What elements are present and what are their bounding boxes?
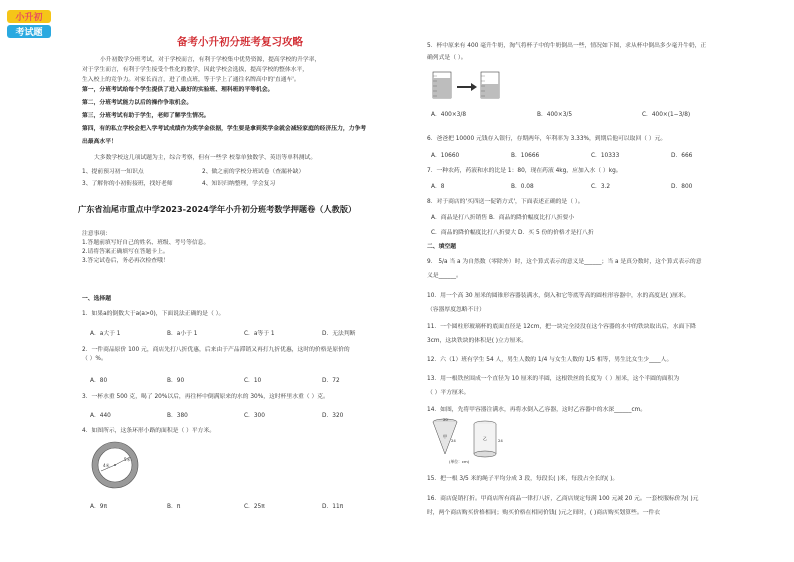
advice-intro: 大多数学校这几项试题为主，综合考察，但有一些学 校靠单独数学、英语等单科测试。 xyxy=(94,155,317,161)
question-5-cont: 确列式是（ ）。 xyxy=(427,55,467,61)
container-figure xyxy=(429,416,519,466)
option: C．10333 xyxy=(591,153,620,159)
option: B．400×3/5 xyxy=(537,112,573,118)
svg-text:考试题: 考试题 xyxy=(15,28,43,38)
option: D．72 xyxy=(322,378,340,384)
question-1: 1．如果a的倒数大于a(a>0)，下面说法正确的是（ ）。 xyxy=(82,311,225,317)
fig-label: (单位：cm) xyxy=(449,459,470,464)
option: A．8 xyxy=(431,184,445,190)
fig-label: 甲 xyxy=(443,434,447,439)
question-10: 10．用一个高 30 厘米的圆锥形容器装满水，倒入和它等底等高的圆柱形容器中，水的高度是( )厘米。 xyxy=(427,293,690,299)
question-15: 15．把一根 3/5 米的绳子平均分成 3 段，每段长( )米，每段占全长的( )。 xyxy=(427,476,619,482)
option: A．10660 xyxy=(431,153,460,159)
option: B．π xyxy=(167,504,181,510)
question-3: 3．一杯水重 500 克，喝了 20%以后，再往杯中倒满原来的水的 30%，这时杯里水重（ ）克。 xyxy=(82,394,329,400)
option: C．a等于 1 xyxy=(244,331,275,337)
question-13-cont: （ ）平方厘米。 xyxy=(427,390,470,396)
option: B．90 xyxy=(167,378,185,384)
option: C．商品的降价幅度比打八折要大 D．买 5 份的价格才是打八折 xyxy=(431,230,594,236)
question-12: 12．六（1）班有学生 54 人，男生人数的 1/4 与女生人数的 1/5 相等，男生比女生少____人。 xyxy=(427,357,673,363)
option: C．300 xyxy=(244,413,265,419)
notice-item: 3.答完试卷后，务必再次检查哦！ xyxy=(82,258,169,264)
fig-label: 乙 xyxy=(483,436,487,441)
question-11: 11．一个圆柱形玻璃杯的底面直径是 12cm，把一块完全浸没在这个容器的水中的铁块取出后，水面下降 xyxy=(427,324,696,330)
guide-point: 第二，分班考试能力以后的操作争取机会。 xyxy=(82,100,193,106)
question-6: 6．爸爸把 10000 元钱存入银行，存期两年，年利率为 3.33%，到期后他可以取回（ ）元。 xyxy=(427,136,667,142)
option: A．440 xyxy=(90,413,111,419)
ring-path-figure xyxy=(90,440,140,490)
question-9: 9． 5/a 当 a 为自然数（零除外）时，这个算式表示的意义是______；当 a 是真分数时，这个算式表示的意 xyxy=(427,259,702,265)
intro-line: 小升初数学分班考试，对于学校而言，有利于学校集中优势资源，提高学校的升学率， xyxy=(100,57,321,63)
ring-label: 5米 xyxy=(124,457,131,462)
question-5: 5．杯中原来有 400 毫升牛奶，淘气将杯子中的牛奶倒出一些，情况如下图，求从杯中倒出多少毫升牛奶，正 xyxy=(427,43,707,49)
fig-label: 24 xyxy=(451,438,456,443)
option: C．25π xyxy=(244,504,265,510)
intro-line: 生入校上的竞争力。对家长而言，进了重点班，等于学上了通往名牌高中的'直通车'。 xyxy=(82,77,300,83)
option: D．无法判断 xyxy=(322,331,356,337)
option: B．a小于 1 xyxy=(167,331,198,337)
guide-point: 出最高水平！ xyxy=(82,139,117,145)
option: D．800 xyxy=(671,184,693,190)
section-choice: 一、选择题 xyxy=(82,296,111,302)
option: C．10 xyxy=(244,378,262,384)
question-14: 14．如图，先将甲容器注满水，再将水倒入乙容器，这时乙容器中的水深______cm。 xyxy=(427,407,647,413)
milk-cup-figure xyxy=(431,70,501,102)
tip-item: 2、做之前的学校分班试卷（查漏补缺） xyxy=(202,169,305,175)
option: D．666 xyxy=(671,153,693,159)
option: B．0.08 xyxy=(511,184,534,190)
brand-logo xyxy=(6,8,52,40)
fig-label: 24 xyxy=(498,438,503,443)
option: B．380 xyxy=(167,413,188,419)
question-10-cont: （容器厚度忽略不计） xyxy=(427,307,485,313)
option: C．400×(1−3/8) xyxy=(642,112,691,118)
option: D．11π xyxy=(322,504,344,510)
option: A．a大于 1 xyxy=(90,331,121,337)
option: D．320 xyxy=(322,413,344,419)
option: A．400×3/8 xyxy=(431,112,467,118)
question-2: 2．一件商品原价 100 元，商店先打八折优惠，后来由于产品滞销又再打九折优惠，这时的价格是原价的 xyxy=(82,347,350,353)
question-16: 16．商店促销打折。甲商店所有商品一律打八折，乙商店规定每满 100 元减 20 元。一套校服标价为( )元 xyxy=(427,496,699,502)
question-13: 13．用一根铁丝围成一个直径为 10 厘米的半圆，这根铁丝的长度为（ ）厘米，这个半圆的面积为 xyxy=(427,376,680,382)
exam-title: 广东省汕尾市重点中学2023-2024学年小升初分班考数学押题卷（人教版） xyxy=(78,204,357,214)
question-2-cont: （ ）%。 xyxy=(82,356,107,362)
notice-item: 1.答题前填写好自己的姓名、班级、考号等信息。 xyxy=(82,240,210,246)
option: B．10666 xyxy=(511,153,540,159)
section-fill: 二、填空题 xyxy=(427,244,456,250)
question-9-cont: 义是______。 xyxy=(427,273,462,279)
question-7: 7．一种农药，药液和水的比是 1：80，现在药液 4kg，应加入水（ ）kg。 xyxy=(427,168,622,174)
option: A．商品是打八折销售 B．商品的降价幅度比打八折要小 xyxy=(431,215,575,221)
fig-label: 20 xyxy=(443,417,448,422)
tip-item: 3、了解你的小初衔接班，找好老师 xyxy=(82,181,173,187)
question-8: 8．对于商店的'买四送一促销方式'，下面表述正确的是（ ）。 xyxy=(427,199,584,205)
guide-title: 备考小升初分班考复习攻略 xyxy=(177,36,303,48)
option: C．3.2 xyxy=(591,184,611,190)
option: A．9π xyxy=(90,504,107,510)
question-4: 4．如图所示，这条环形小路的面积是（ ）平方米。 xyxy=(82,428,216,434)
ring-label: 4米 xyxy=(103,463,110,468)
notice-item: 2.请将答案正确填写在答题卡上。 xyxy=(82,249,169,255)
question-11-cont: 3cm，这块铁块的体积是( )立方厘米。 xyxy=(427,338,528,344)
guide-point: 第三，分班考试有助于学生，老师了解学生情况。 xyxy=(82,113,210,119)
option: A．80 xyxy=(90,378,108,384)
svg-text:小升初: 小升初 xyxy=(15,13,43,23)
tip-item: 4、知识归纳整理，学会复习 xyxy=(202,181,276,187)
tip-item: 1、提前预习初一知识点 xyxy=(82,169,144,175)
notice-title: 注意事项： xyxy=(82,231,111,237)
guide-point: 第一，分班考试给每个学生提供了进入最好的实验班、理科班的平等机会。 xyxy=(82,87,274,93)
question-16-cont: 时，两个商店购买价格相同；购买价格在相同价钱( )元之间时，( )商店购买划算些。一件衣 xyxy=(427,510,661,516)
intro-line: 对于学生而言，有利于学生接受个性化的教学，因此学校会选拔，提高学校的整体水平， xyxy=(82,67,309,73)
guide-point: 第四，有的私立学校会把入学考试成绩作为奖学金依据，学生要是拿到奖学金就会减轻家庭的经济压力，力争考 xyxy=(82,126,367,132)
